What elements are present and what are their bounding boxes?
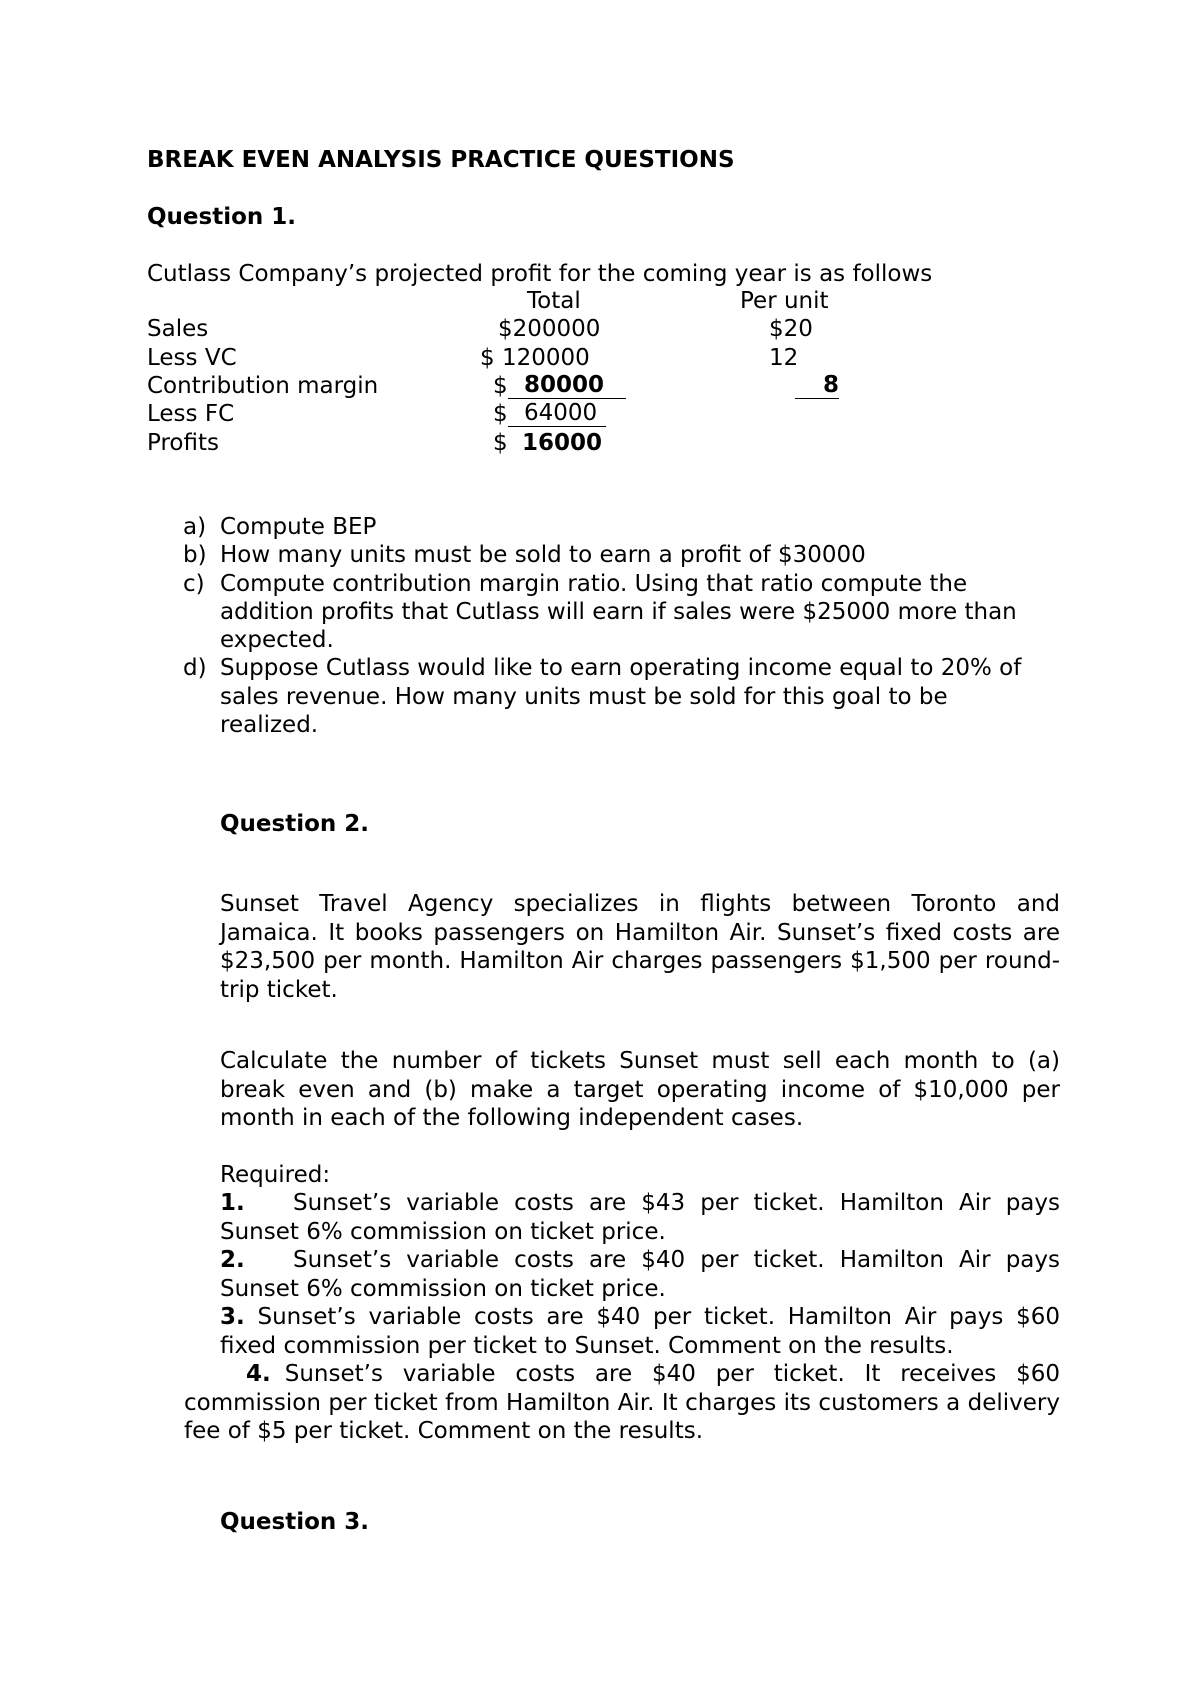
document-title: BREAK EVEN ANALYSIS PRACTICE QUESTIONS xyxy=(147,147,735,173)
question-2-paragraph-2: Calculate the number of tickets Sunset must sell each month to (a) break even and (b) make a target operating income of $10,000 per month in each of the following independent cases. xyxy=(220,1048,1060,1131)
case-2 xyxy=(220,1246,1060,1303)
case-4-text: Sunset’s variable costs are $40 per ticket. It receives $60 commission per ticket from Hamilton Air. It charges its customers a delivery fee of $5 per ticket. Comment on the results. xyxy=(184,1361,1060,1444)
case-1-text: Sunset’s variable costs are $43 per ticket. Hamilton Air pays Sunset 6% commission on ticket price. xyxy=(220,1190,1060,1245)
contribution-total: 80000 xyxy=(508,372,626,399)
column-header-per-unit: Per unit xyxy=(740,288,829,314)
list-item-text: Compute contribution margin ratio. Using that ratio compute the addition profits that Cutlass will earn if sales were $25000 more than expected. xyxy=(220,570,1017,654)
row-label-less-fc: Less FC xyxy=(147,401,235,427)
list-item-text: Suppose Cutlass would like to earn operating income equal to 20% of sales revenue. How many units must be sold for this goal to be realized. xyxy=(220,655,1022,739)
row-label-profits: Profits xyxy=(147,430,219,456)
less-fc-total-sign: $ xyxy=(493,401,508,427)
list-item-text: Compute BEP xyxy=(220,514,377,540)
sales-per-unit: $20 xyxy=(769,316,813,342)
required-label: Required: xyxy=(220,1162,331,1188)
question-2-paragraph-1: Sunset Travel Agency specializes in flights between Toronto and Jamaica. It books passengers on Hamilton Air. Sunset’s fixed costs are $23,500 per month. Hamilton Air charges passengers $1,500 per round-trip ticket. xyxy=(220,891,1060,1003)
list-item-label: d) xyxy=(183,655,207,682)
row-label-sales: Sales xyxy=(147,316,209,342)
row-label-contribution-margin: Contribution margin xyxy=(147,373,379,399)
case-1-number: 1. xyxy=(220,1190,245,1216)
list-item-text: How many units must be sold to earn a profit of $30000 xyxy=(220,542,866,569)
question-1-intro: Cutlass Company’s projected profit for the coming year is as follows xyxy=(147,261,933,287)
case-3-text: Sunset’s variable costs are $40 per ticket. Hamilton Air pays $60 fixed commission per ticket to Sunset. Comment on the results. xyxy=(220,1304,1061,1359)
case-3-number: 3. xyxy=(220,1304,245,1330)
list-item-label: a) xyxy=(183,514,207,540)
list-item xyxy=(147,513,1042,541)
less-vc-per-unit: 12 xyxy=(769,345,799,371)
case-4-number: 4. xyxy=(246,1361,271,1387)
sales-total: $200000 xyxy=(498,316,601,342)
profits-total: 16000 xyxy=(522,430,603,456)
list-item xyxy=(147,570,1042,655)
less-fc-total: 64000 xyxy=(508,400,606,427)
list-item-label: b) xyxy=(183,542,207,569)
list-item xyxy=(147,654,1042,739)
row-label-less-vc: Less VC xyxy=(147,345,237,371)
list-item xyxy=(147,541,1042,569)
case-1 xyxy=(220,1189,1060,1246)
question-3-heading: Question 3. xyxy=(220,1509,370,1535)
question-1-heading: Question 1. xyxy=(147,204,297,230)
less-vc-total: $ 120000 xyxy=(480,345,590,371)
profits-total-sign: $ xyxy=(493,430,508,456)
question-1-list xyxy=(147,513,1042,739)
list-item-label: c) xyxy=(183,570,205,597)
contribution-total-sign: $ xyxy=(493,373,508,399)
case-3 xyxy=(220,1303,1060,1360)
contribution-per-unit: 8 xyxy=(795,372,839,399)
question-2-heading: Question 2. xyxy=(220,811,370,837)
column-header-total: Total xyxy=(527,288,581,314)
case-2-number: 2. xyxy=(220,1247,245,1273)
case-2-text: Sunset’s variable costs are $40 per ticket. Hamilton Air pays Sunset 6% commission on ticket price. xyxy=(220,1247,1060,1302)
case-4 xyxy=(184,1360,1060,1446)
